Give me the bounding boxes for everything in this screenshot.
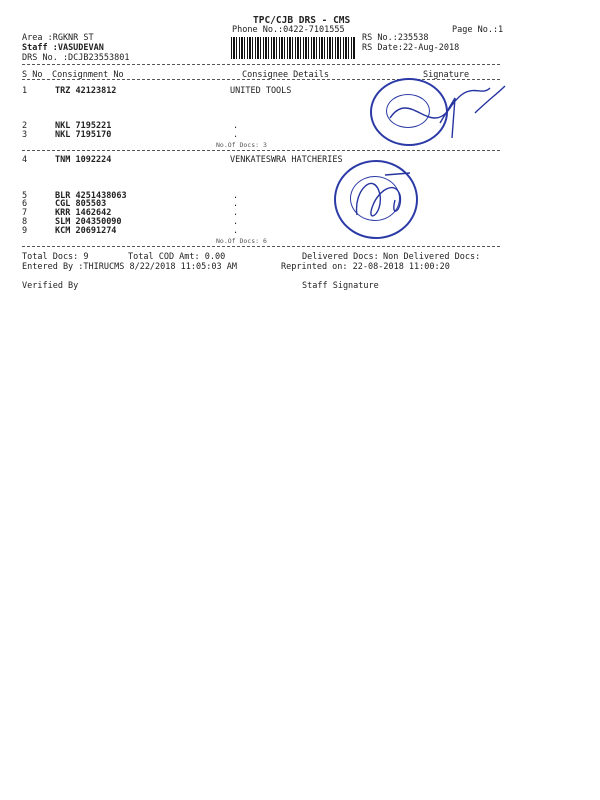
- total-docs: Total Docs: 9: [22, 252, 89, 262]
- row-sno: 3: [22, 130, 28, 140]
- verified-by: Verified By: [22, 281, 79, 291]
- row-consignee: UNITED TOOLS: [230, 86, 292, 96]
- row-consignee: .: [233, 121, 239, 131]
- non-delivered-docs: Non Delivered Docs:: [383, 252, 481, 262]
- reprinted-on: Reprinted on: 22-08-2018 11:00:20: [281, 262, 450, 272]
- row-consignee: .: [233, 226, 239, 236]
- col-sno: S No: [22, 70, 43, 80]
- total-cod-amount: Total COD Amt: 0.00: [128, 252, 226, 262]
- row-consignment-no: NKL 7195221: [55, 121, 112, 131]
- row-sno: 7: [22, 208, 28, 218]
- barcode: [231, 37, 355, 59]
- row-consignee: .: [233, 199, 239, 209]
- row-consignment-no: KRR 1462642: [55, 208, 112, 218]
- row-consignee: .: [233, 208, 239, 218]
- row-consignment-no: BLR 4251438063: [55, 191, 127, 201]
- row-consignment-no: SLM 204350090: [55, 217, 122, 227]
- signature-1: [380, 78, 520, 158]
- row-consignment-no: KCM 20691274: [55, 226, 117, 236]
- row-consignee: .: [233, 191, 239, 201]
- staff-signature-label: Staff Signature: [302, 281, 379, 291]
- signature-2: [345, 165, 425, 235]
- row-consignee: .: [233, 130, 239, 140]
- row-sno: 1: [22, 86, 28, 96]
- col-signature: Signature: [423, 70, 470, 80]
- drs-number: DRS No. :DCJB23553801: [22, 53, 130, 63]
- row-sno: 9: [22, 226, 28, 236]
- staff-label: Staff :VASUDEVAN: [22, 43, 104, 53]
- row-sno: 2: [22, 121, 28, 131]
- staff-name: VASUDEVAN: [57, 43, 104, 53]
- row-sno: 6: [22, 199, 28, 209]
- row-sno: 8: [22, 217, 28, 227]
- row-sno: 5: [22, 191, 28, 201]
- row-consignee: VENKATESWRA HATCHERIES: [230, 155, 343, 165]
- row-consignment-no: TNM 1092224: [55, 155, 112, 165]
- phone-number: Phone No.:0422-7101555: [232, 25, 345, 35]
- row-consignment-no: CGL 805503: [55, 199, 107, 209]
- row-consignment-no: TRZ 42123812: [55, 86, 117, 96]
- rs-date: RS Date:22-Aug-2018: [362, 43, 460, 53]
- group-total-1: No.Of Docs: 3: [216, 141, 267, 149]
- col-consignment: Consignment No: [52, 70, 124, 80]
- row-sno: 4: [22, 155, 28, 165]
- delivered-docs: Delivered Docs:: [302, 252, 379, 262]
- col-consignee: Consignee Details: [242, 70, 329, 80]
- entered-by: Entered By :THIRUCMS 8/22/2018 11:05:03 AM: [22, 262, 237, 272]
- document-title: TPC/CJB DRS - CMS: [253, 15, 351, 26]
- row-consignee: .: [233, 217, 239, 227]
- rs-number: RS No.:235538: [362, 33, 429, 43]
- rule-group-2: [22, 246, 500, 247]
- row-consignment-no: NKL 7195170: [55, 130, 112, 140]
- group-total-2: No.Of Docs: 6: [216, 237, 267, 245]
- area-label: Area :RGKNR ST: [22, 33, 94, 43]
- rule-top: [22, 64, 500, 65]
- page-number: Page No.:1: [452, 25, 504, 35]
